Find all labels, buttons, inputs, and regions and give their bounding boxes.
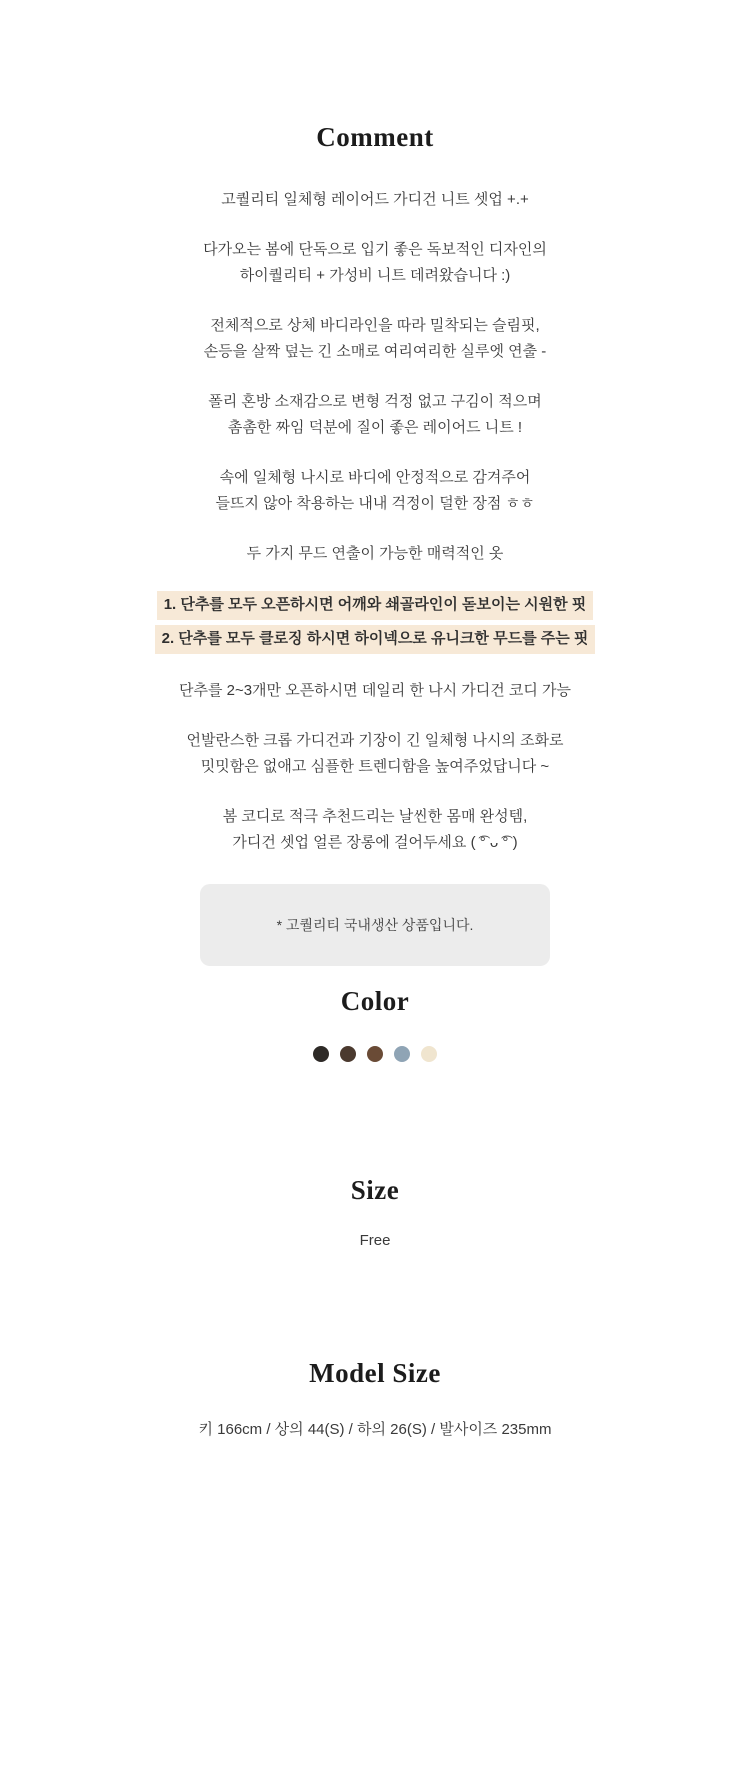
color-swatch-dark-brown[interactable] <box>340 1046 356 1062</box>
comment-paragraph <box>0 678 750 704</box>
comment-line: 전체적으로 상체 바디라인을 따라 밀착되는 슬림핏, <box>210 317 540 334</box>
model-size-heading: Model Size <box>309 1358 441 1388</box>
comment-heading: Comment <box>316 122 434 152</box>
comment-line: 밋밋함은 없애고 심플한 트렌디함을 높여주었답니다 ~ <box>200 758 550 775</box>
comment-line: 가디건 셋업 얼른 장롱에 걸어두세요 ( ͡° ᴗ ͡° ) <box>232 834 518 851</box>
comment-line: 들뜨지 않아 착용하는 내내 걱정이 덜한 장점 ㅎㅎ <box>215 495 535 512</box>
comment-paragraph <box>0 313 750 365</box>
comment-line: 두 가지 무드 연출이 가능한 매력적인 옷 <box>246 545 504 562</box>
comment-line: 하이퀄리티 + 가성비 니트 데려왔습니다 :) <box>239 267 511 284</box>
highlighted-point: 2. 단추를 모두 클로징 하시면 하이넥으로 유니크한 무드를 주는 핏 <box>155 625 596 654</box>
color-swatch-black[interactable] <box>313 1046 329 1062</box>
comment-line: 단추를 2~3개만 오픈하시면 데일리 한 나시 가디건 코디 가능 <box>178 682 572 699</box>
color-swatch-brown[interactable] <box>367 1046 383 1062</box>
comment-paragraph <box>0 541 750 567</box>
highlighted-point: 1. 단추를 모두 오픈하시면 어깨와 쇄골라인이 돋보이는 시원한 핏 <box>157 591 594 620</box>
comment-paragraph <box>0 187 750 213</box>
comment-paragraph <box>0 389 750 441</box>
color-swatch-ivory[interactable] <box>421 1046 437 1062</box>
note-text: * 고퀄리티 국내생산 상품입니다. <box>276 917 474 933</box>
comment-paragraph <box>0 237 750 289</box>
comment-line: 언발란스한 크롭 가디건과 기장이 긴 일체형 나시의 조화로 <box>186 732 564 749</box>
comment-line: 고퀄리티 일체형 레이어드 가디건 니트 셋업 +.+ <box>221 191 529 208</box>
comment-line: 봄 코디로 적극 추천드리는 날씬한 몸매 완성템, <box>222 808 528 825</box>
model-size-value: 키 166cm / 상의 44(S) / 하의 26(S) / 발사이즈 235mm <box>198 1421 552 1438</box>
size-value: Free <box>359 1232 391 1249</box>
comment-line: 촘촘한 짜임 덕분에 질이 좋은 레이어드 니트 ! <box>227 419 523 436</box>
made-in-korea-note <box>200 884 550 966</box>
color-swatch-blue-gray[interactable] <box>394 1046 410 1062</box>
highlighted-points <box>0 591 750 654</box>
comment-line: 손등을 살짝 덮는 긴 소매로 여리여리한 실루엣 연출 - <box>203 343 547 360</box>
comment-paragraph <box>0 804 750 856</box>
comment-body <box>0 187 750 966</box>
color-section <box>0 986 750 1062</box>
color-swatch-list <box>0 1046 750 1062</box>
model-size-section <box>0 1358 750 1439</box>
size-section <box>0 1175 750 1249</box>
comment-line: 폴리 혼방 소재감으로 변형 걱정 없고 구김이 적으며 <box>208 393 542 410</box>
color-heading: Color <box>340 986 410 1016</box>
comment-paragraph <box>0 465 750 517</box>
comment-line: 다가오는 봄에 단독으로 입기 좋은 독보적인 디자인의 <box>203 241 547 258</box>
comment-paragraph <box>0 728 750 780</box>
size-heading: Size <box>350 1175 400 1205</box>
comment-line: 속에 일체형 나시로 바디에 안정적으로 감겨주어 <box>219 469 531 486</box>
